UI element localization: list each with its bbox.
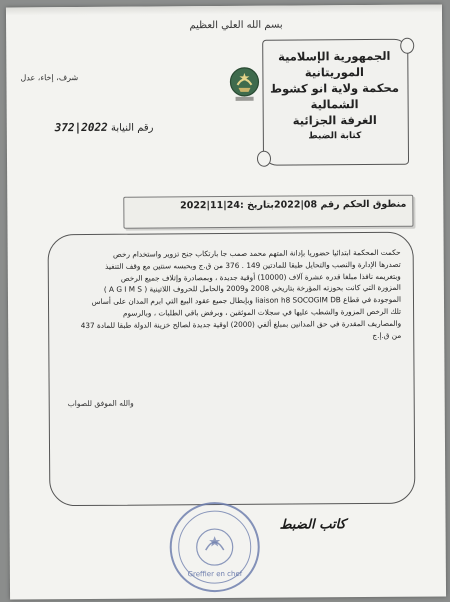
verdict-title-box (123, 195, 413, 229)
closing-phrase: والله الموفق للصواب (67, 398, 134, 409)
case-number-line (55, 121, 154, 135)
verdict-paragraph (63, 247, 402, 344)
stamp-text: Greffier en chef (187, 569, 243, 579)
clerk-signature-label: كاتب الضبط (279, 517, 346, 533)
document-page (6, 4, 446, 599)
verdict-body-box (48, 232, 416, 507)
paragraph-line: تصدرها الإدارة والنصب والتحايل طبقا للمادتين 149 . 376 من ق.ج وبحبسه سنتين مع وقف التنفيذ (105, 259, 401, 271)
paragraph-line: من ق.إ.ج (372, 330, 402, 340)
paragraph-line: المزورة التي كانت بحوزته المؤرخة بتاريخي 2008 و2009 والحامل للحروف اللاتينية ( A G I M S ) (103, 283, 401, 295)
court-header-scroll (262, 39, 409, 166)
scroll-line: الشمالية (310, 97, 359, 112)
page-edge (6, 4, 442, 15)
paragraph-line: تلك الرخص المزورة والشطب عليها في سجلات الموثقين ، وبرفض باقي الطلبات ، وبالرسوم (122, 306, 402, 318)
paragraph-line: وبتغريمه نافذا مبلغا قدره عشرة آلاف (10000) أوقية جديدة ، وبمصادرة وإتلاف جميع الرخص (120, 271, 401, 283)
national-emblem-icon (228, 66, 260, 104)
paragraph-line: حكمت المحكمة ابتدائيا حضوريا بإدانة المتهم محمد صمب جا بارتكاب جنح تزوير واستخدام رخص (112, 247, 401, 259)
verdict-title: منطوق الحكم رقم 08|2022بتاريخ :24|11|2022 (180, 198, 407, 212)
court-header-text (269, 48, 400, 144)
court-stamp-icon (167, 500, 262, 595)
scroll-line: كتابة الضبط (308, 131, 362, 142)
basmala: بسم الله العلي العظيم (189, 19, 283, 32)
case-number: 2022|372 (54, 120, 108, 135)
paragraph-line: الموجودة في قطاع liaison h8 SOCOGIM DB وبإبطال جميع عقود البيع التي ابرم المدان على أساس (91, 294, 402, 307)
honor-motto: شرف، إخاء، عدل (20, 73, 79, 83)
scroll-line: محكمة ولاية انو كشوط (270, 80, 399, 96)
scroll-line: الغرفة الجزائية (292, 112, 377, 128)
scroll-line: الجمهورية الإسلامية (278, 48, 391, 64)
paragraph-line: والمصاريف المقدرة في حق المدانين بمبلغ ألفي (2000) اوقية جديدة لصالح خزينة الدولة طبقا للمادة 437 (80, 318, 402, 330)
case-number-label: رقم النيابة (110, 122, 154, 134)
scroll-line: الموريتانية (304, 65, 365, 80)
